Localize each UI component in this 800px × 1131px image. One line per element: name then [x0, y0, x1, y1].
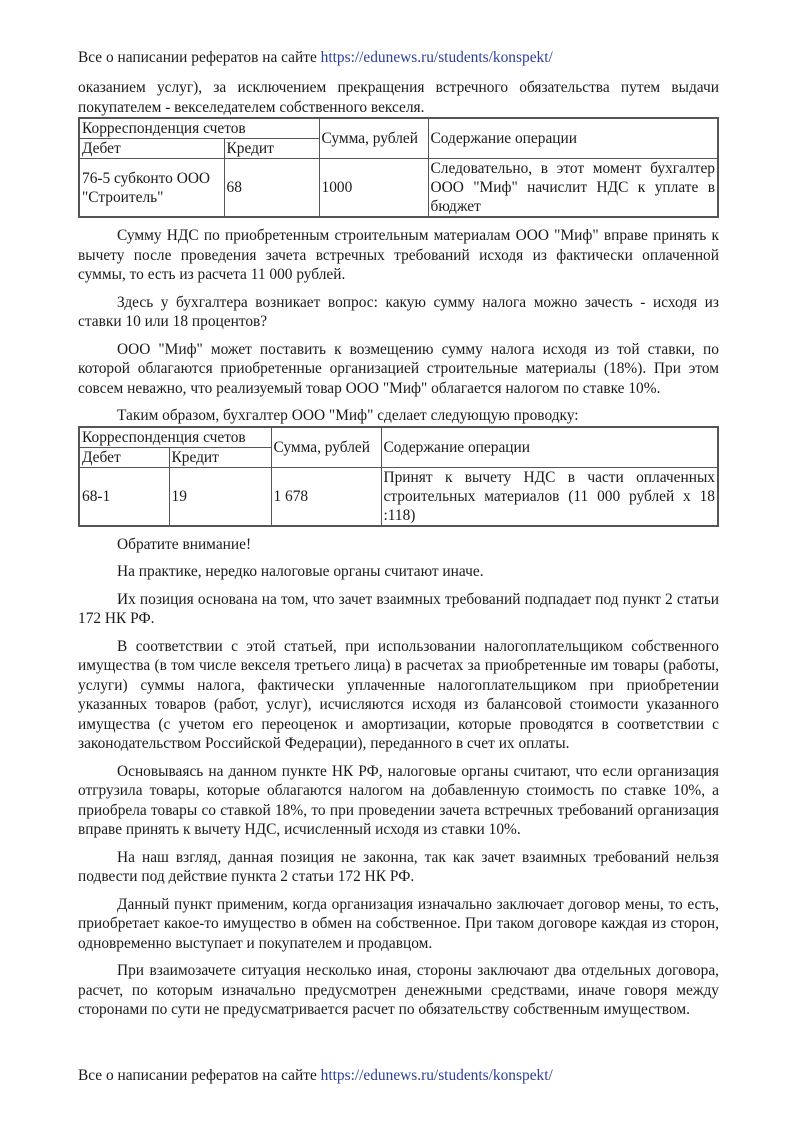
- document-body: [78, 78, 719, 1028]
- table1-sum-cell: 1000: [319, 159, 428, 218]
- paragraph: ООО "Миф" может поставить к возмещению сумму налога исходя из той ставки, по которой облагаются приобретенные организацией строительные материалы (18%). При этом совсем неважно, что реализуемый товар ООО "Миф" облагается налогом по ставке 10%.: [78, 340, 719, 397]
- table2-credit-header: Кредит: [169, 447, 271, 467]
- paragraph: Здесь у бухгалтера возникает вопрос: какую сумму налога можно зачесть - исходя из ставки 10 или 18 процентов?: [78, 293, 719, 330]
- table1-desc-header: Содержание операции: [428, 118, 718, 159]
- table1-row: [79, 159, 718, 218]
- paragraph: Их позиция основана на том, что зачет взаимных требований подпадает под пункт 2 статьи 172 НК РФ.: [78, 590, 719, 627]
- table2-debit-cell: 68-1: [79, 467, 169, 526]
- table1-debit-header: Дебет: [79, 139, 224, 159]
- table1-debit-cell: 76-5 субконто ООО "Строитель": [79, 159, 224, 218]
- page-header: [78, 48, 722, 68]
- table2-debit-header: Дебет: [79, 447, 169, 467]
- paragraph: Сумму НДС по приобретенным строительным материалам ООО "Миф" вправе принять к вычету после проведения зачета встречных требований исходя из фактически оплаченной суммы, то есть из расчета 11 000 рублей.: [78, 227, 719, 283]
- table1-credit-cell: 68: [224, 159, 319, 218]
- table2-desc-cell: Принят к вычету НДС в части оплаченных строительных материалов (11 000 рублей х 18 :118): [381, 467, 718, 526]
- paragraph: На практике, нередко налоговые органы считают иначе.: [117, 563, 484, 580]
- header-site-link[interactable]: https://edunews.ru/students/konspekt/: [320, 49, 553, 66]
- table2-row: [79, 467, 718, 526]
- footer-site-link[interactable]: https://edunews.ru/students/konspekt/: [320, 1067, 553, 1084]
- header-text: Все о написании рефератов на сайте: [78, 49, 321, 66]
- table2-sum-cell: 1 678: [271, 467, 381, 526]
- table2-desc-header: Содержание операции: [381, 427, 718, 468]
- posting-table-2: [78, 426, 719, 527]
- paragraph: На наш взгляд, данная позиция не законна, так как зачет взаимных требований нельзя подвести под действие пункта 2 статьи 172 НК РФ.: [78, 848, 719, 885]
- intro-paragraph: оказанием услуг), за исключением прекращения встречного обязательства путем выдачи покупателем - векселедателем собственного векселя.: [78, 79, 719, 116]
- paragraph: Обратите внимание!: [117, 535, 252, 553]
- table1-desc-cell: Следовательно, в этот момент бухгалтер ООО "Миф" начислит НДС к уплате в бюджет: [428, 159, 718, 218]
- paragraph: При взаимозачете ситуация несколько иная, стороны заключают два отдельных договора, расчет, по которым изначально предусмотрен денежными средствами, иначе говоря между сторонами по сути не предусматривается расчет по обязательству собственным имуществом.: [78, 962, 719, 1018]
- footer-text: Все о написании рефератов на сайте: [78, 1067, 321, 1084]
- table1-sum-header: Сумма, рублей: [319, 118, 428, 159]
- table2-group-header: Корреспонденция счетов: [79, 427, 271, 448]
- table2-credit-cell: 19: [169, 467, 271, 526]
- paragraph: Таким образом, бухгалтер ООО "Миф" сделает следующую проводку:: [117, 407, 579, 424]
- paragraph: Основываясь на данном пункте НК РФ, налоговые органы считают, что если организация отгрузила товары, которые облагаются налогом на добавленную стоимость по ставке 10%, а приобрела товары со ставкой 18%, то при проведении зачета встречных требований организация вправе принять к вычету НДС, исчисленный исходя из ставки 10%.: [78, 762, 719, 838]
- paragraph: В соответствии с этой статьей, при использовании налогоплательщиком собственного имущества (в том числе векселя третьего лица) в расчетах за приобретенные им товары (работы, услуги) суммы налога, фактически уплаченные налогоплательщиком при приобретении указанных товаров (работ, услуг), исчисляются исходя из балансовой стоимости указанного имущества (с учетом его переоценок и амортизации, которые проводятся в соответствии с законодательством Российской Федерации), переданного в счет их оплаты.: [78, 637, 719, 752]
- table2-sum-header: Сумма, рублей: [271, 427, 381, 468]
- table1-group-header: Корреспонденция счетов: [79, 118, 319, 139]
- posting-table-1: [78, 117, 719, 218]
- table1-credit-header: Кредит: [224, 139, 319, 159]
- page-footer: [78, 1066, 722, 1086]
- paragraph: Данный пункт применим, когда организация изначально заключает договор мены, то есть, приобретает какое-то имущество в обмен на собственное. При таком договоре каждая из сторон, одновременно выступает и покупателем и продавцом.: [78, 895, 719, 952]
